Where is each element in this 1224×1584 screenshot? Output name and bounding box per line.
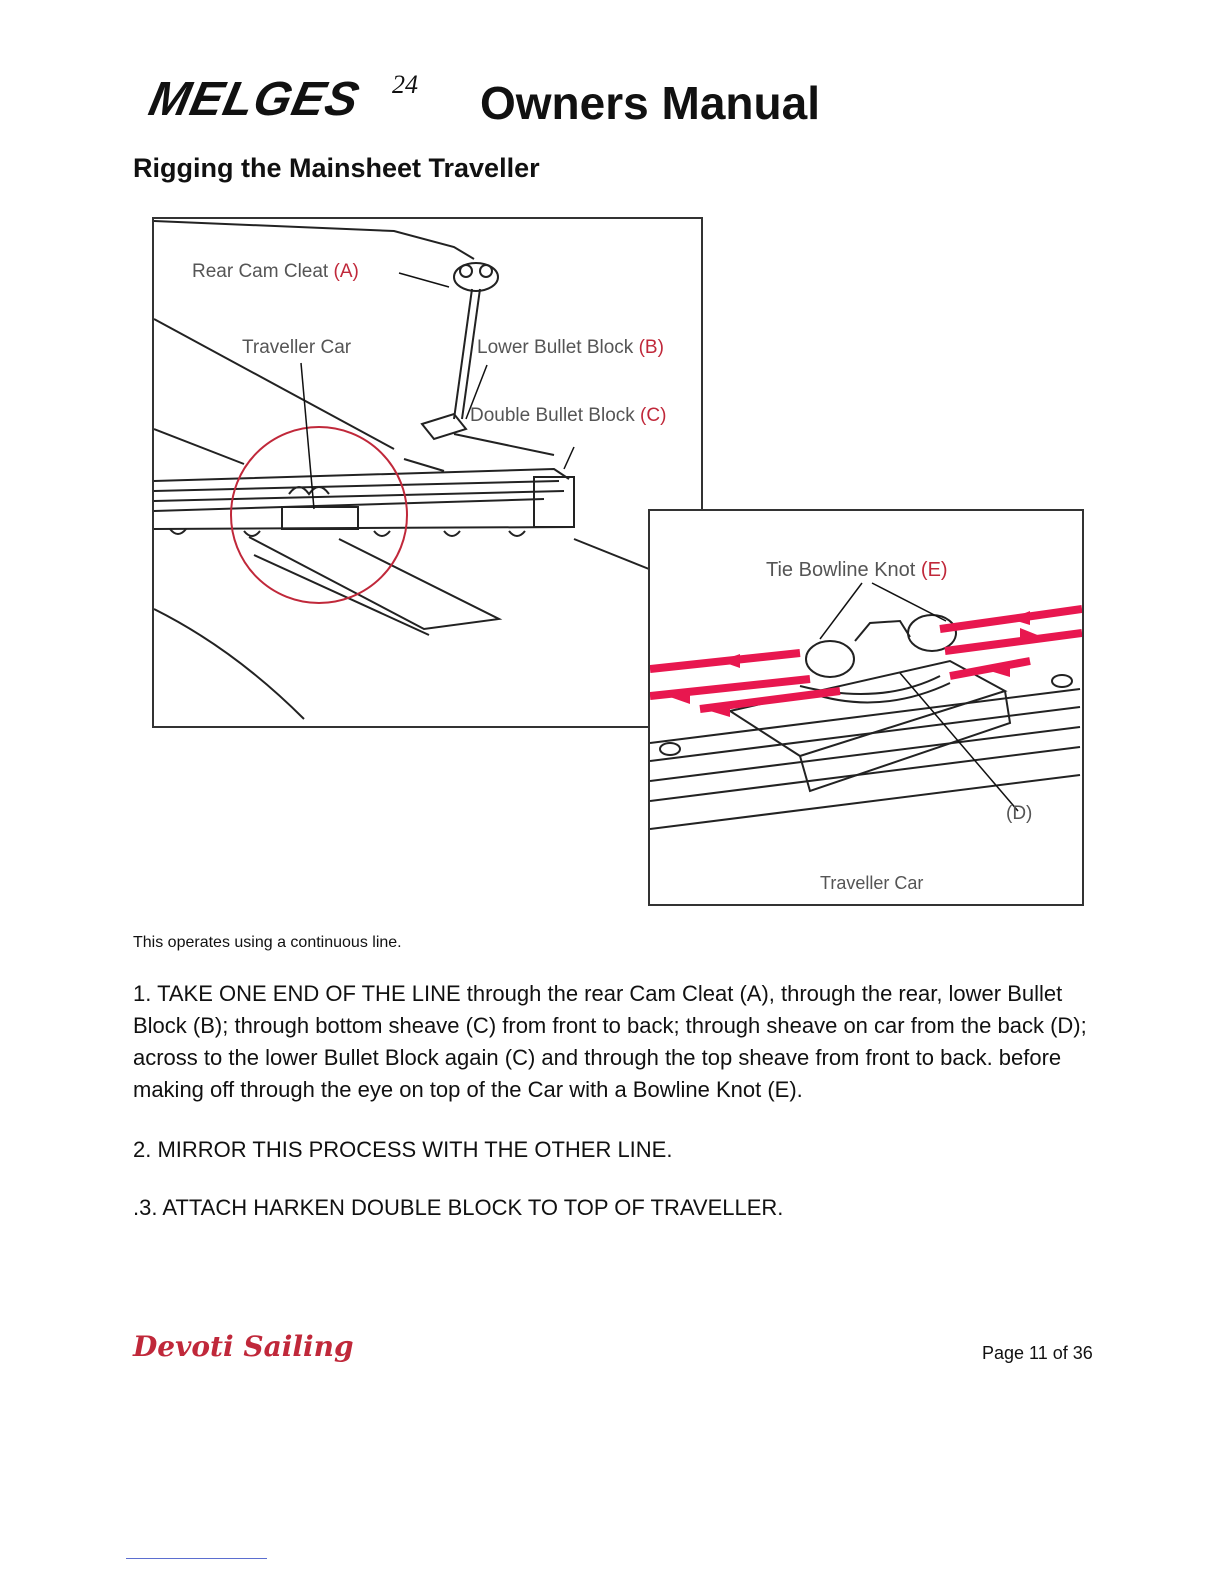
label-tie-bowline-knot: Tie Bowline Knot (E) (766, 559, 948, 581)
footer-brand: Devoti Sailing (133, 1330, 354, 1363)
page-title: Owners Manual (480, 77, 820, 129)
label-double-bullet-block: Double Bullet Block (C) (470, 405, 667, 426)
melges-logo: MELGES (144, 73, 365, 126)
traveller-car-detail-diagram (648, 509, 1084, 906)
traveller-overview-diagram (152, 217, 703, 728)
page-number: Page 11 of 36 (982, 1343, 1093, 1363)
label-traveller-car: Traveller Car (242, 337, 352, 358)
figure-caption: This operates using a continuous line. (133, 934, 402, 951)
section-title: Rigging the Mainsheet Traveller (133, 153, 540, 183)
step-3: .3. ATTACH HARKEN DOUBLE BLOCK TO TOP OF TRAVELLER. (133, 1195, 784, 1220)
label-d: (D) (1006, 803, 1033, 824)
step-2: 2. MIRROR THIS PROCESS WITH THE OTHER LINE. (133, 1137, 673, 1162)
label-lower-bullet-block: Lower Bullet Block (B) (477, 337, 664, 358)
traveller-overview-drawing (154, 219, 701, 726)
step-1: 1. TAKE ONE END OF THE LINE through the rear Cam Cleat (A), through the rear, lower Bullet Block (B); through bottom sheave (C) from front to back; through sheave on car from the back (D); across to the lower Bullet Block again (C) and through the top sheave from front to back. before making off through the eye on top of the Car with a Bowline Knot (E). (133, 981, 1087, 1102)
footnote-rule (126, 1558, 267, 1559)
melges-logo-superscript: 24 (392, 70, 418, 99)
label-inset-traveller-car: Traveller Car (820, 873, 924, 893)
label-rear-cam-cleat: Rear Cam Cleat (A) (192, 261, 359, 282)
